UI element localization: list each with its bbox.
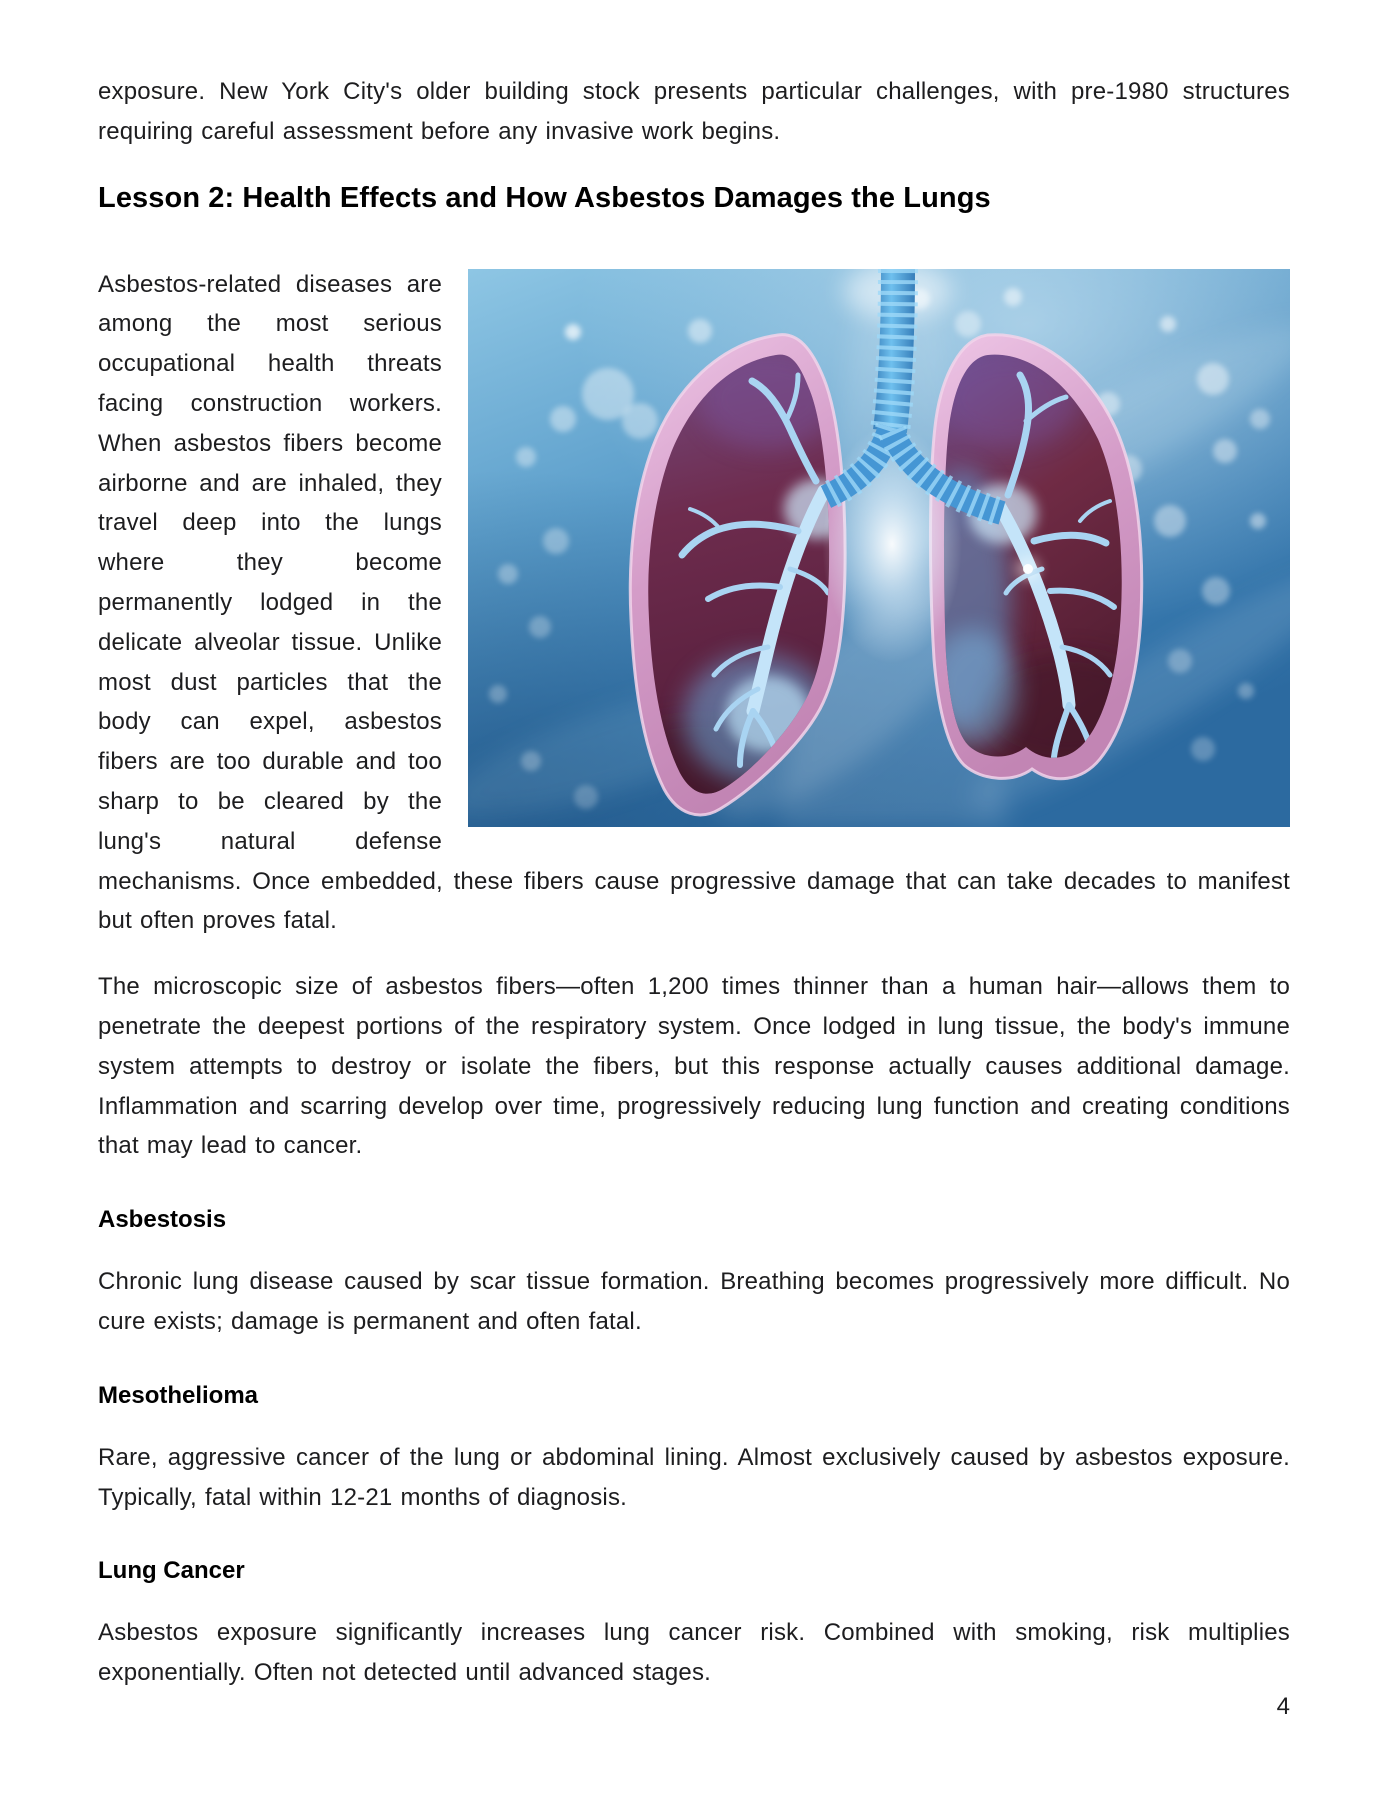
page-number: 4	[1276, 1693, 1290, 1720]
page-content	[98, 72, 1290, 1719]
section-paragraph-asbestosis: Chronic lung disease caused by scar tissue formation. Breathing becomes progressively more difficult. No cure exists; damage is permanent and often fatal.	[98, 1268, 1290, 1335]
section-heading-mesothelioma: Mesothelioma	[98, 1381, 259, 1409]
lungs-figure	[468, 269, 1290, 827]
section-paragraph-mesothelioma: Rare, aggressive cancer of the lung or abdominal lining. Almost exclusively caused by asbestos exposure. Typically, fatal within 12-21 months of diagnosis.	[98, 1443, 1290, 1511]
lead-paragraph	[98, 265, 1290, 942]
body-paragraph-2: The microscopic size of asbestos fibers—often 1,200 times thinner than a human hair—allows them to penetrate the deepest portions of the respiratory system. Once lodged in lung tissue, the body's immune system attempts to destroy or isolate the fibers, but this response actually causes additional damage. Inflammation and scarring develop over time, progressively reducing lung function and creating conditions that may lead to cancer.	[98, 973, 1290, 1160]
section-heading-lung-cancer: Lung Cancer	[98, 1557, 245, 1585]
intro-paragraph: exposure. New York City's older building stock presents particular challenges, with pre-1980 structures requiring careful assessment before any invasive work begins.	[98, 78, 1290, 145]
lesson-heading: Lesson 2: Health Effects and How Asbestos Damages the Lungs	[98, 181, 991, 214]
section-paragraph-lung-cancer: Asbestos exposure significantly increases lung cancer risk. Combined with smoking, risk multiplies exponentially. Often not detected until advanced stages.	[98, 1619, 1290, 1687]
lungs-illustration	[468, 269, 1290, 827]
lead-paragraph-text: Asbestos-related diseases are among the most serious occupational health threats facing construction workers. When asbestos fibers become airborne and are inhaled, they travel deep into the lungs where they become permanently lodged in the delicate alveolar tissue. Unlike most dust particles that the body can expel, asbestos fibers are too durable and too sharp to be cleared by the lung's natural defense mechanisms. Once embedded, these fibers cause progressive damage that can take decades to manifest but often proves fatal.	[98, 270, 1290, 935]
section-heading-asbestosis: Asbestosis	[98, 1206, 227, 1234]
